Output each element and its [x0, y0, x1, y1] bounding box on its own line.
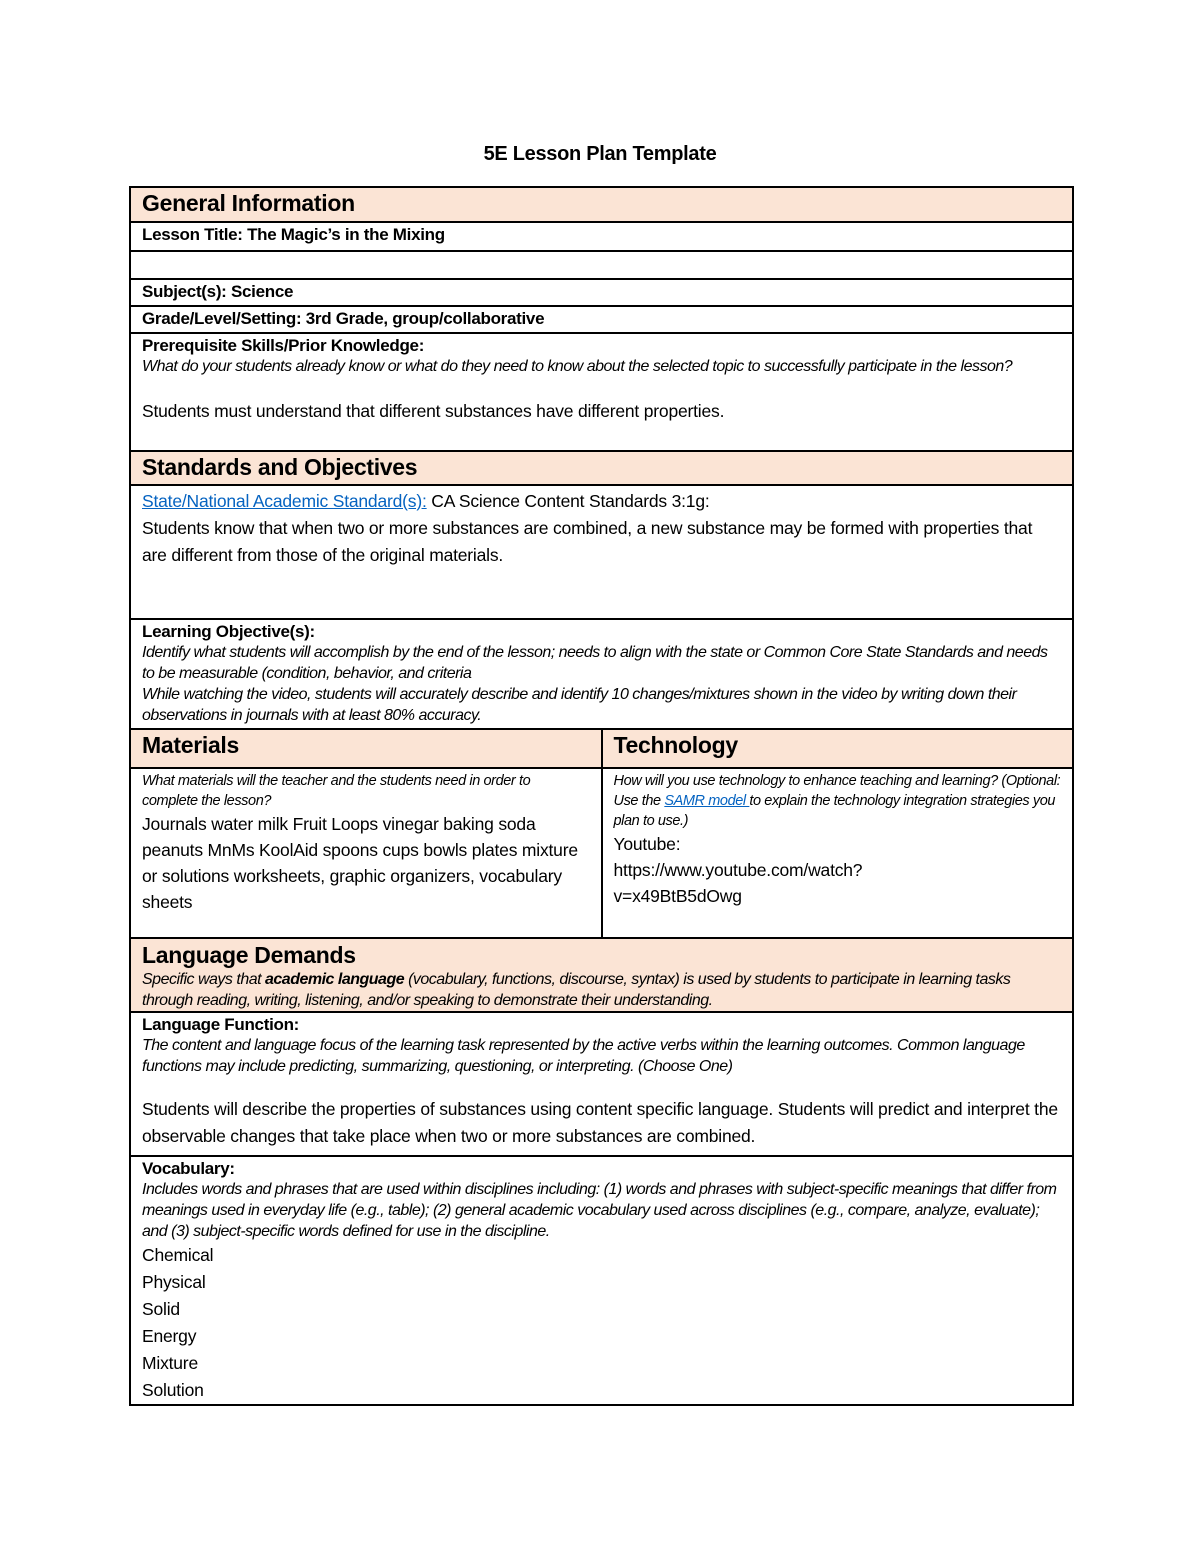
- materials-technology-header: [131, 728, 1072, 767]
- youtube-url-line2: v=x49BtB5dOwg: [613, 886, 742, 906]
- samr-model-link[interactable]: SAMR model: [664, 793, 750, 809]
- language-desc-b: (vocabulary, functions, discourse, syntax) is used by students to participate in learning tasks through reading, writing, listening, and/or speaking to demonstrate their understanding.: [142, 971, 1011, 1009]
- language-demands: [131, 937, 1072, 1011]
- standards-link[interactable]: State/National Academic Standard(s):: [142, 491, 427, 511]
- technology-prompt: [614, 771, 1062, 831]
- objective-answer: While watching the video, students will accurately describe and identify 10 changes/mixtures shown in the video by writing down their observations in journals with at least 80% accuracy.: [142, 686, 1017, 724]
- technology-prompt-b: to explain the technology integration strategies you plan to use.): [613, 793, 1056, 829]
- document-title: 5E Lesson Plan Template: [483, 143, 717, 165]
- standard-text: Students know that when two or more substances are combined, a new substance may be formed with properties that are different from those of the original materials.: [142, 518, 1033, 565]
- section-header-general: General Information: [131, 188, 1072, 221]
- lesson-plan-table: [129, 186, 1074, 1406]
- vocabulary: [131, 1155, 1072, 1404]
- prereq-answer: Students must understand that different substances have different properties.: [142, 401, 725, 421]
- objective-prompt: Identify what students will accomplish by the end of the lesson; needs to align with the state or Common Core State Standards and needs to be measurable (condition, behavior, and criteria: [142, 644, 1048, 682]
- empty-row: [131, 250, 1072, 278]
- vocab-word: Solid: [142, 1299, 180, 1319]
- technology-prompt-a: How will you use technology to enhance teaching and learning? (Optional: Use the: [613, 773, 1061, 809]
- function-prompt: The content and language focus of the learning task represented by the active verbs within the learning outcomes. Common language functions may include predicting, summarizing, questioning, or interpreting. (Choose One): [142, 1037, 1025, 1075]
- vocab-prompt: Includes words and phrases that are used within disciplines including: (1) words and phrases with subject-specific meanings that differ from meanings used in everyday life (e.g., table); (2) general academic vocabulary used across disciplines (e.g., compare, analyze, evaluate); and (3) subject-specific words defined for use in the discipline.: [142, 1181, 1057, 1240]
- language-description: [142, 969, 1061, 1011]
- youtube-url-line1: https://www.youtube.com/watch?: [613, 860, 863, 880]
- grade-level-setting: Grade/Level/Setting: 3rd Grade, group/collaborative: [131, 305, 1072, 332]
- subject: Subject(s): Science: [131, 278, 1072, 305]
- vocab-word: Energy: [142, 1326, 197, 1346]
- language-desc-a: Specific ways that: [142, 971, 265, 988]
- prereq-prompt: What do your students already know or what do they need to know about the selected topic to successfully participate in the lesson?: [142, 358, 1013, 375]
- materials-technology-body: [131, 767, 1072, 937]
- prerequisite-skills: [131, 332, 1072, 450]
- lesson-title: Lesson Title: The Magic’s in the Mixing: [131, 221, 1072, 250]
- technology-cell: [603, 769, 1073, 937]
- vocab-word: Physical: [142, 1272, 206, 1292]
- section-header-standards: Standards and Objectives: [131, 450, 1072, 484]
- section-header-technology: Technology: [613, 732, 738, 758]
- section-header-materials: Materials: [131, 730, 603, 767]
- vocab-label: Vocabulary:: [142, 1159, 235, 1178]
- function-label: Language Function:: [142, 1015, 300, 1034]
- academic-standards: [131, 484, 1072, 618]
- language-desc-bold: academic language: [265, 971, 405, 988]
- vocab-word: Solution: [142, 1380, 204, 1400]
- technology-answer-label: Youtube:: [613, 834, 681, 854]
- language-function: [131, 1011, 1072, 1155]
- vocab-word: Mixture: [142, 1353, 198, 1373]
- standard-code: CA Science Content Standards 3:1g:: [426, 491, 710, 511]
- learning-objectives: [131, 618, 1072, 728]
- section-header-language: Language Demands: [142, 941, 1061, 969]
- vocab-word: Chemical: [142, 1245, 214, 1265]
- function-answer: Students will describe the properties of substances using content specific language. Students will predict and interpret the observable changes that take place when two or more substances are combined.: [142, 1099, 1058, 1146]
- objective-label: Learning Objective(s):: [142, 622, 315, 641]
- materials-answer: Journals water milk Fruit Loops vinegar baking soda peanuts MnMs KoolAid spoons cups bowls plates mixture or solutions worksheets, graphic organizers, vocabulary sheets: [142, 814, 578, 912]
- prereq-label: Prerequisite Skills/Prior Knowledge:: [142, 336, 425, 355]
- materials-prompt: What materials will the teacher and the students need in order to complete the lesson?: [142, 773, 531, 809]
- materials-cell: [131, 769, 603, 937]
